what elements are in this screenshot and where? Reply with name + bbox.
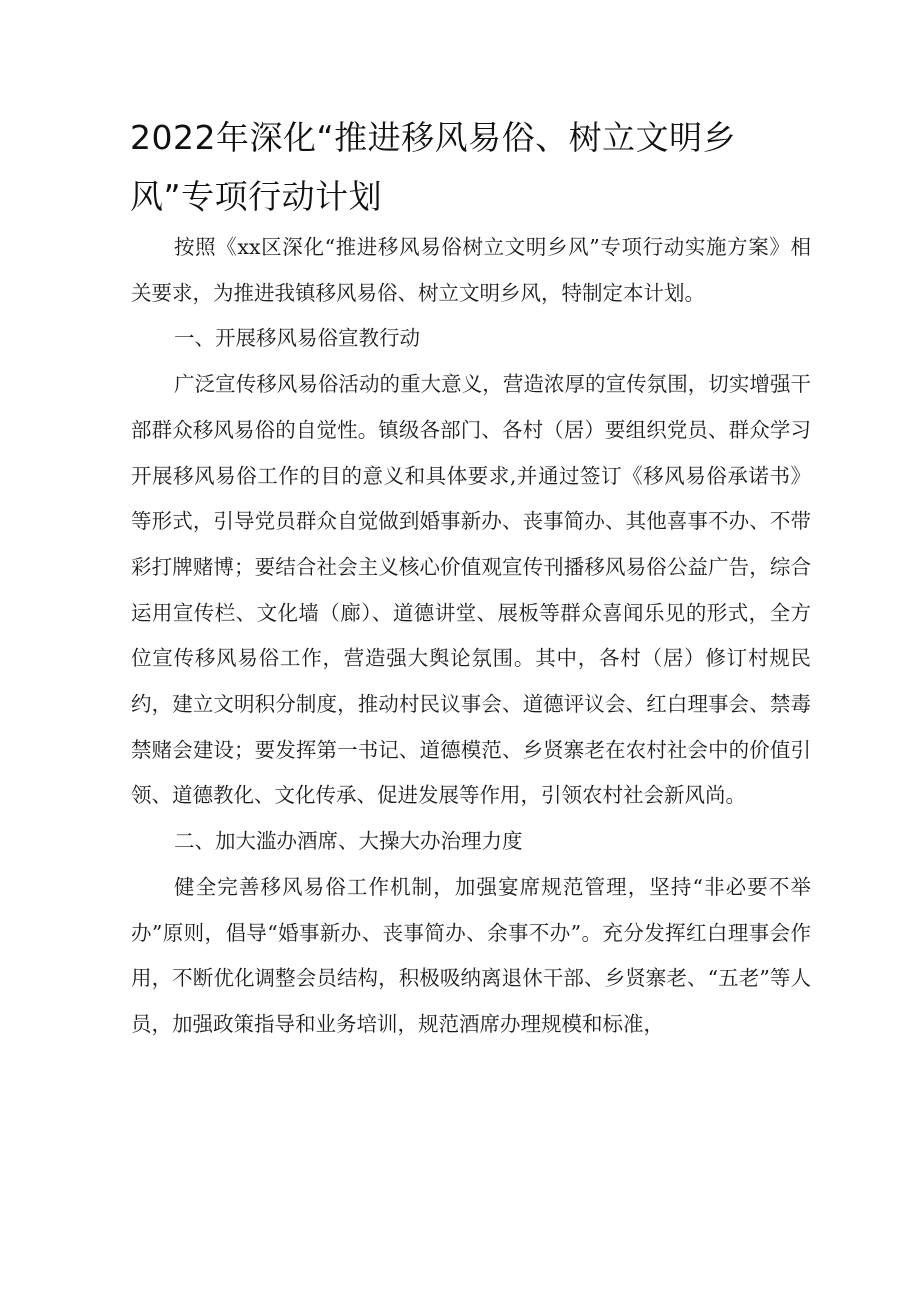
intro-paragraph: 按照《xx区深化“推进移风易俗树立文明乡风”专项行动实施方案》相关要求，为推进我镇移风易俗、树立文明乡风，特制定本计划。 xyxy=(131,235,811,305)
section-2-heading: 二、加大滥办酒席、大操大办治理力度 xyxy=(174,829,523,854)
title-line-1: 2022年深化“推进移风易俗、树立文明乡 xyxy=(130,118,737,157)
section-1-paragraph: 广泛宣传移风易俗活动的重大意义，营造浓厚的宣传氛围，切实增强干部群众移风易俗的自觉性。镇级各部门、各村（居）要组织党员、群众学习开展移风易俗工作的目的意义和具体要求,并通过签订《移风易俗承诺书》等形式，引导党员群众自觉做到婚事新办、丧事简办、其他喜事不办、不带彩打牌赌博；要结合社会主义核心价值观宣传刊播移风易俗公益广告，综合运用宣传栏、文化墙（廊）、道德讲堂、展板等群众喜闻乐见的形式，全方位宣传移风易俗工作，营造强大舆论氛围。其中，各村（居）修订村规民约，建立文明积分制度，推动村民议事会、道德评议会、红白理事会、禁毒禁赌会建设；要发挥第一书记、道德模范、乡贤寨老在农村社会中的价值引领、道德教化、文化传承、促进发展等作用，引领农村社会新风尚。 xyxy=(131,372,811,808)
document-title xyxy=(130,108,790,226)
document-body xyxy=(131,225,811,1048)
section-1-heading: 一、开展移风易俗宣教行动 xyxy=(174,326,421,351)
section-2-paragraph: 健全完善移风易俗工作机制，加强宴席规范管理，坚持“非必要不举办”原则，倡导“婚事新办、丧事简办、余事不办”。充分发挥红白理事会作用，不断优化调整会员结构，积极吸纳离退休干部、乡贤寨老、“五老”等人员，加强政策指导和业务培训，规范酒席办理规模和标准， xyxy=(131,874,811,1036)
title-line-2: 风”专项行动计划 xyxy=(130,177,383,216)
